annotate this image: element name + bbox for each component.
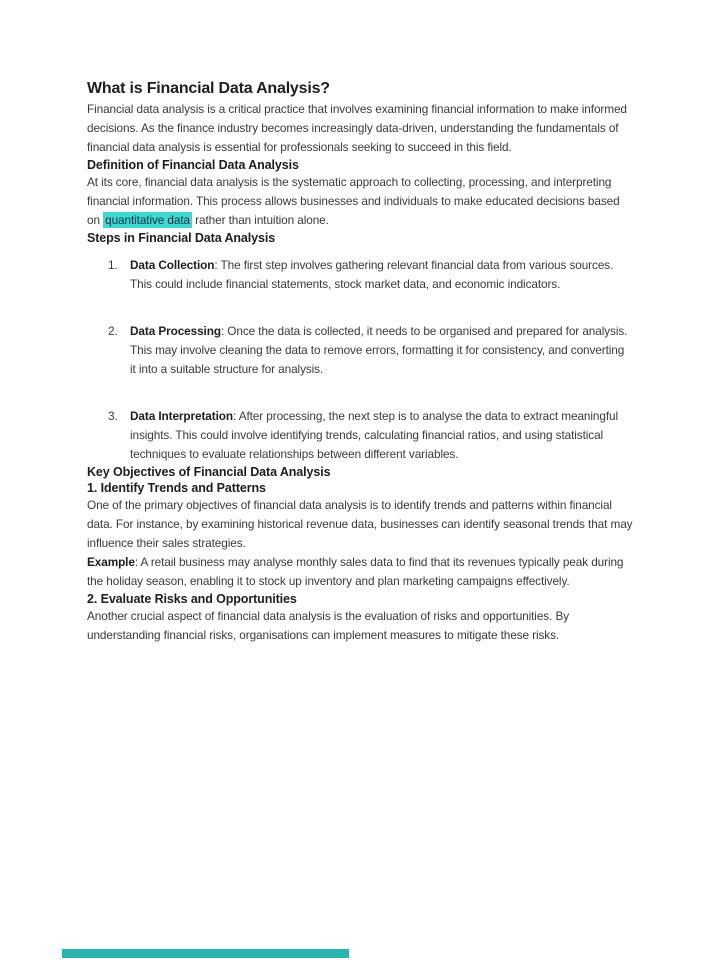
list-item-label: Data Interpretation bbox=[130, 409, 233, 423]
section-heading-definition: Definition of Financial Data Analysis bbox=[87, 158, 299, 172]
list-item-text bbox=[130, 322, 633, 379]
list-item-text bbox=[130, 407, 633, 464]
list-item-label: Data Processing bbox=[130, 324, 221, 338]
subheading-evaluate-risks: 2. Evaluate Risks and Opportunities bbox=[87, 592, 297, 606]
list-item-body: : After processing, the next step is to analyse the data to extract meaningful insights. This could involve identifying trends, calculating financial ratios, and using statistical techniques to evaluate relationships between different variables. bbox=[130, 409, 618, 461]
risks-paragraph: Another crucial aspect of financial data analysis is the evaluation of risks and opportunities. By understanding financial risks, organisations can implement measures to mitigate these risks. bbox=[87, 609, 570, 642]
example-text: : A retail business may analyse monthly sales data to find that its revenues typically peak during the holiday season, enabling it to stock up inventory and plan marketing campaigns effectively. bbox=[87, 555, 624, 588]
list-item-data-collection bbox=[87, 256, 633, 294]
list-number: 3. bbox=[108, 409, 118, 423]
list-item-data-interpretation bbox=[87, 407, 633, 464]
list-number: 2. bbox=[108, 324, 118, 338]
example-label: Example bbox=[87, 555, 135, 569]
list-item-label: Data Collection bbox=[130, 258, 215, 272]
definition-paragraph bbox=[87, 173, 633, 230]
paragraph-text: At its core, financial data analysis is the systematic approach to collecting, processing, and interpreting financial information. This process allows businesses and individuals to make educated decisions based on bbox=[87, 175, 620, 227]
paragraph-text: rather than intuition alone. bbox=[192, 213, 329, 227]
page-title: What is Financial Data Analysis? bbox=[87, 80, 330, 97]
trends-paragraph: One of the primary objectives of financial data analysis is to identify trends and patterns within financial data. For instance, by examining historical revenue data, businesses can identify seasonal trends that may influence their sales strategies. bbox=[87, 498, 633, 550]
list-item-data-processing bbox=[87, 322, 633, 379]
steps-list bbox=[87, 256, 633, 464]
highlighted-text: quantitative data bbox=[105, 213, 190, 227]
section-heading-objectives: Key Objectives of Financial Data Analysis bbox=[87, 465, 331, 479]
list-item-text bbox=[130, 256, 633, 294]
intro-paragraph: Financial data analysis is a critical practice that involves examining financial information to make informed decisions. As the finance industry becomes increasingly data-driven, understanding the fundamentals of financial data analysis is essential for professionals seeking to succeed in this field. bbox=[87, 102, 627, 154]
list-item-body: : The first step involves gathering relevant financial data from various sources. This could include financial statements, stock market data, and economic indicators. bbox=[130, 258, 614, 291]
list-item-body: : Once the data is collected, it needs to be organised and prepared for analysis. This may involve cleaning the data to remove errors, formatting it for consistency, and converting it into a suitable structure for analysis. bbox=[130, 324, 628, 376]
list-number: 1. bbox=[108, 258, 118, 272]
section-heading-steps: Steps in Financial Data Analysis bbox=[87, 231, 276, 245]
next-page-teal-bar bbox=[62, 949, 349, 958]
example-paragraph bbox=[87, 553, 633, 591]
subheading-identify-trends: 1. Identify Trends and Patterns bbox=[87, 481, 266, 495]
